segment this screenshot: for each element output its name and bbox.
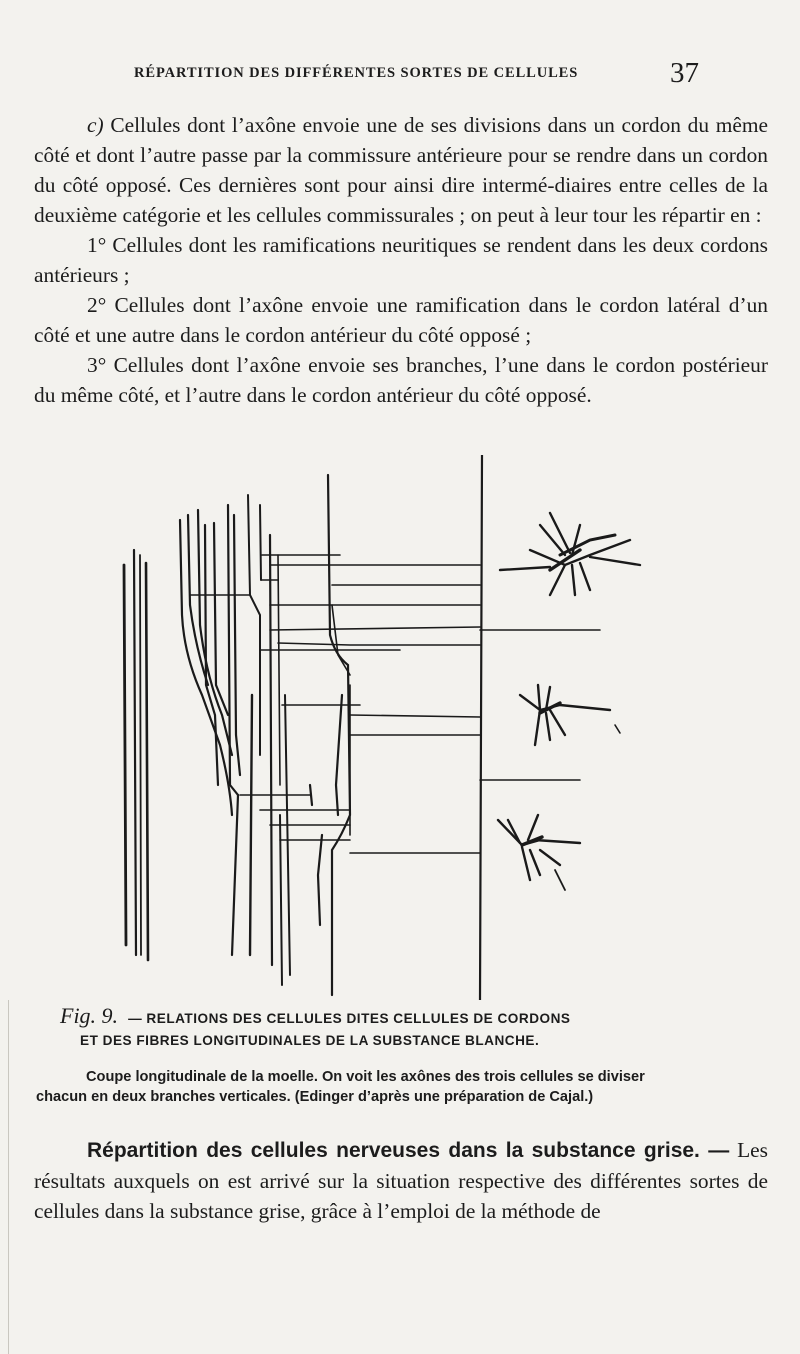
page-header [134,57,800,93]
figure-title-line1: — RELATIONS DES CELLULES DITES CELLULES DE CORDONS [128,1011,571,1026]
section-heading: Répartition des cellules nerveuses dans la substance grise. — [87,1139,730,1162]
section-paragraph [34,1135,768,1226]
paragraph-c-text: Cellules dont l’axône envoie une de ses divisions dans un cordon du même côté et dont l’autre passe par la commissure antérieure pour se rendre dans un cordon du côté opposé. Ces dernières sont pour ainsi dire intermé-diaires entre celles de la deuxième catégorie et les cellules commissurales ; on peut à leur tour les répartir en : [34,113,768,227]
section-text: Les résultats auxquels on est arrivé sur la situation respective des différentes sortes de cellules dans la substance grise, grâce à l’emploi de la méthode de [34,1138,769,1223]
figure-label: Fig. 9. [60,1003,119,1028]
spinal-cord-longitudinal-section-drawing [110,455,750,1000]
legend-line-1: Coupe longitudinale de la moelle. On voit les axônes des trois cellules se diviser [86,1069,645,1085]
page-binding-edge [0,1000,9,1354]
legend-line-2: chacun en deux branches verticales. (Edinger d’après une préparation de Cajal.) [36,1089,594,1105]
figure-title-line2: ET DES FIBRES LONGITUDINALES DE LA SUBSTANCE BLANCHE. [80,1033,540,1048]
figure-caption [60,1005,780,1052]
paragraph-item-1: 1° Cellules dont les ramifications neuritiques se rendent dans les deux cordons antérieurs ; [34,233,768,287]
paragraph-marker: c) [87,113,104,137]
figure-legend [36,1067,766,1107]
body-text [34,110,768,410]
paragraph-c [34,110,768,230]
paragraph-item-2: 2° Cellules dont l’axône envoie une ramification dans le cordon latéral d’un côté et une autre dans le cordon antérieur du côté opposé ; [34,293,768,347]
page-number: 37 [670,57,699,89]
section-repartition [34,1135,768,1226]
figure-9-illustration [110,455,750,1000]
paragraph-item-3: 3° Cellules dont l’axône envoie ses branches, l’une dans le cordon postérieur du même côté, et l’autre dans le cordon antérieur du côté opposé. [34,353,768,407]
running-title: RÉPARTITION DES DIFFÉRENTES SORTES DE CELLULES [134,65,579,81]
